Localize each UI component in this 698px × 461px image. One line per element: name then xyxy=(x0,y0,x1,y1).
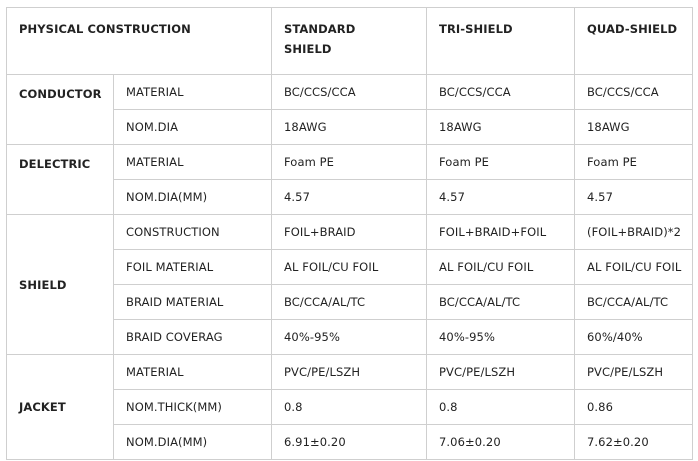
spec-table xyxy=(6,7,693,460)
value-cell: PVC/PE/LSZH xyxy=(427,355,575,390)
header-col-standard: STANDARD SHIELD xyxy=(272,8,427,75)
value-cell: 60%/40% xyxy=(575,320,693,355)
param-cell: BRAID MATERIAL xyxy=(114,285,272,320)
value-cell: BC/CCA/AL/TC xyxy=(272,285,427,320)
value-cell: Foam PE xyxy=(575,145,693,180)
table-row xyxy=(7,215,693,250)
param-cell: NOM.DIA xyxy=(114,110,272,145)
group-jacket: JACKET xyxy=(7,355,114,460)
value-cell: 40%-95% xyxy=(427,320,575,355)
param-cell: MATERIAL xyxy=(114,355,272,390)
value-cell: 18AWG xyxy=(575,110,693,145)
value-cell: 18AWG xyxy=(272,110,427,145)
param-cell: MATERIAL xyxy=(114,75,272,110)
table-row xyxy=(7,75,693,110)
value-cell: FOIL+BRAID+FOIL xyxy=(427,215,575,250)
value-cell: (FOIL+BRAID)*2 xyxy=(575,215,693,250)
value-cell: PVC/PE/LSZH xyxy=(272,355,427,390)
param-cell: CONSTRUCTION xyxy=(114,215,272,250)
param-cell: MATERIAL xyxy=(114,145,272,180)
header-col-quad: QUAD-SHIELD xyxy=(575,8,693,75)
value-cell: AL FOIL/CU FOIL xyxy=(575,250,693,285)
value-cell: Foam PE xyxy=(272,145,427,180)
value-cell: BC/CCS/CCA xyxy=(427,75,575,110)
header-row xyxy=(7,8,693,75)
value-cell: PVC/PE/LSZH xyxy=(575,355,693,390)
value-cell: 0.86 xyxy=(575,390,693,425)
param-cell: NOM.DIA(MM) xyxy=(114,180,272,215)
value-cell: 4.57 xyxy=(272,180,427,215)
param-cell: NOM.THICK(MM) xyxy=(114,390,272,425)
value-cell: 7.06±0.20 xyxy=(427,425,575,460)
value-cell: AL FOIL/CU FOIL xyxy=(427,250,575,285)
value-cell: AL FOIL/CU FOIL xyxy=(272,250,427,285)
param-cell: BRAID COVERAG xyxy=(114,320,272,355)
group-delectric: DELECTRIC xyxy=(7,145,114,215)
value-cell: 40%-95% xyxy=(272,320,427,355)
value-cell: BC/CCS/CCA xyxy=(575,75,693,110)
param-cell: NOM.DIA(MM) xyxy=(114,425,272,460)
value-cell: 7.62±0.20 xyxy=(575,425,693,460)
header-col-tri: TRI-SHIELD xyxy=(427,8,575,75)
value-cell: Foam PE xyxy=(427,145,575,180)
value-cell: BC/CCA/AL/TC xyxy=(427,285,575,320)
value-cell: BC/CCA/AL/TC xyxy=(575,285,693,320)
group-conductor: CONDUCTOR xyxy=(7,75,114,145)
table-row xyxy=(7,145,693,180)
table-row xyxy=(7,355,693,390)
value-cell: BC/CCS/CCA xyxy=(272,75,427,110)
value-cell: 0.8 xyxy=(272,390,427,425)
param-cell: FOIL MATERIAL xyxy=(114,250,272,285)
value-cell: FOIL+BRAID xyxy=(272,215,427,250)
header-section: PHYSICAL CONSTRUCTION xyxy=(7,8,272,75)
value-cell: 4.57 xyxy=(427,180,575,215)
value-cell: 6.91±0.20 xyxy=(272,425,427,460)
group-shield: SHIELD xyxy=(7,215,114,355)
value-cell: 0.8 xyxy=(427,390,575,425)
value-cell: 4.57 xyxy=(575,180,693,215)
value-cell: 18AWG xyxy=(427,110,575,145)
